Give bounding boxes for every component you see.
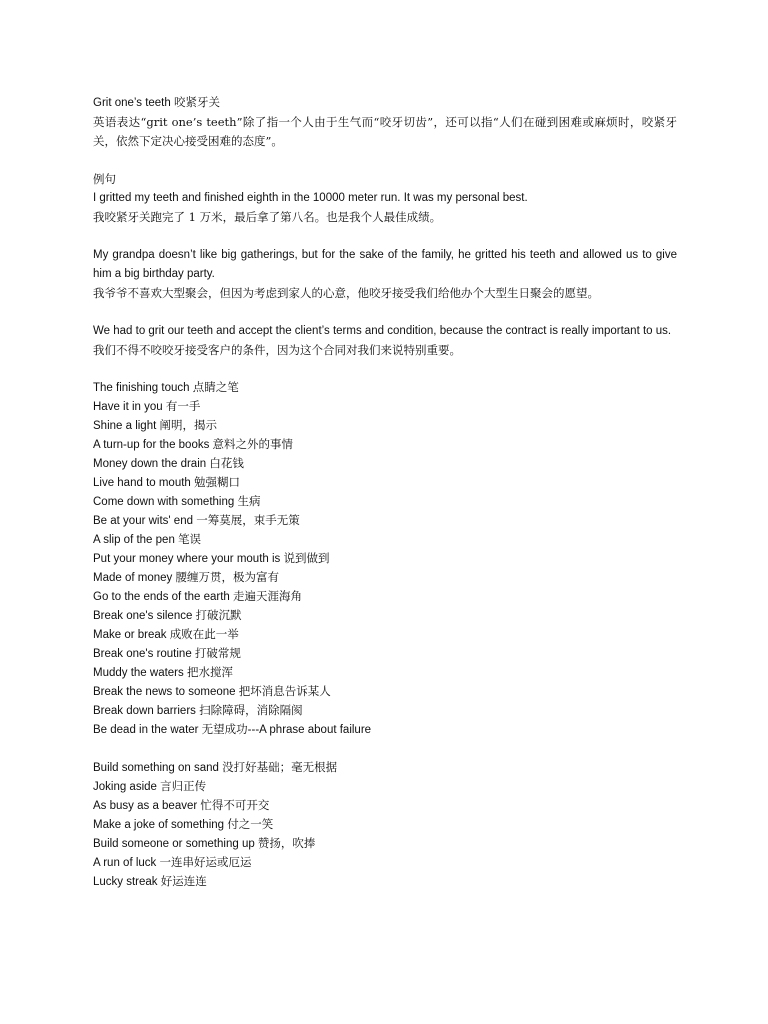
spacer	[93, 151, 677, 170]
spacer	[93, 303, 677, 322]
spacer	[93, 227, 677, 246]
phrase-item: Lucky streak 好运连连	[93, 876, 207, 888]
phrase-item: Made of money 腰缠万贯，极为富有	[93, 572, 279, 584]
example-3-english: We had to grit our teeth and accept the client’s terms and condition, because the contract is really important to us.	[93, 325, 672, 337]
example-2-english: My grandpa doesn’t like big gatherings, but for the sake of the family, he gritted his teeth and allowed us to give him a big birthday party.	[93, 249, 677, 280]
phrase-list-2	[93, 759, 677, 892]
phrase-item: Build someone or something up 赞扬，吹捧	[93, 838, 316, 850]
phrase-item: Joking aside 言归正传	[93, 781, 207, 793]
phrase-item: The finishing touch 点睛之笔	[93, 382, 239, 394]
phrase-item: Go to the ends of the earth 走遍天涯海角	[93, 591, 303, 603]
phrase-item: Break the news to someone 把坏消息告诉某人	[93, 686, 331, 698]
phrase-item: Come down with something 生病	[93, 496, 261, 508]
intro-paragraph: 英语表达“grit one’s teeth”除了指一个人由于生气而“咬牙切齿”，还可以指“人们在碰到困难或麻烦时，咬紧牙关，依然下定决心接受困难的态度”。	[93, 115, 677, 148]
document-title: Grit one’s teeth 咬紧牙关	[93, 97, 220, 109]
phrase-item: Money down the drain 白花钱	[93, 458, 244, 470]
phrase-item: As busy as a beaver 忙得不可开交	[93, 800, 270, 812]
phrase-item: Make or break 成败在此一举	[93, 629, 239, 641]
phrase-item: Have it in you 有一手	[93, 401, 201, 413]
phrase-item: Be dead in the water 无望成功---A phrase about failure	[93, 724, 372, 736]
spacer	[93, 360, 677, 379]
example-3-chinese: 我们不得不咬咬牙接受客户的条件，因为这个合同对我们来说特别重要。	[93, 343, 461, 357]
document-body	[93, 94, 677, 892]
phrase-item: Muddy the waters 把水搅浑	[93, 667, 233, 679]
phrase-item: Break one's silence 打破沉默	[93, 610, 242, 622]
example-2-chinese: 我爷爷不喜欢大型聚会，但因为考虑到家人的心意，他咬牙接受我们给他办个大型生日聚会的愿望。	[93, 286, 599, 300]
phrase-item: Shine a light 阐明，揭示	[93, 420, 217, 432]
phrase-item: A run of luck 一连串好运或厄运	[93, 857, 252, 869]
phrase-item: Be at your wits' end 一筹莫展，束手无策	[93, 515, 300, 527]
phrase-item: A turn-up for the books 意料之外的事情	[93, 439, 294, 451]
phrase-list-1	[93, 379, 677, 740]
phrase-item: Break one's routine 打破常规	[93, 648, 241, 660]
phrase-item: A slip of the pen 笔误	[93, 534, 202, 546]
phrase-item: Put your money where your mouth is 说到做到	[93, 553, 330, 565]
phrase-item: Make a joke of something 付之一笑	[93, 819, 274, 831]
example-1-chinese: 我咬紧牙关跑完了 1 万米，最后拿了第八名。也是我个人最佳成绩。	[93, 210, 442, 224]
spacer	[93, 740, 677, 759]
examples-heading: 例句	[93, 172, 116, 186]
phrase-item: Break down barriers 扫除障碍，消除隔阂	[93, 705, 303, 717]
phrase-item: Build something on sand 没打好基础；毫无根据	[93, 762, 338, 774]
example-1-english: I gritted my teeth and finished eighth in the 10000 meter run. It was my personal best.	[93, 192, 528, 204]
phrase-item: Live hand to mouth 勉强糊口	[93, 477, 241, 489]
